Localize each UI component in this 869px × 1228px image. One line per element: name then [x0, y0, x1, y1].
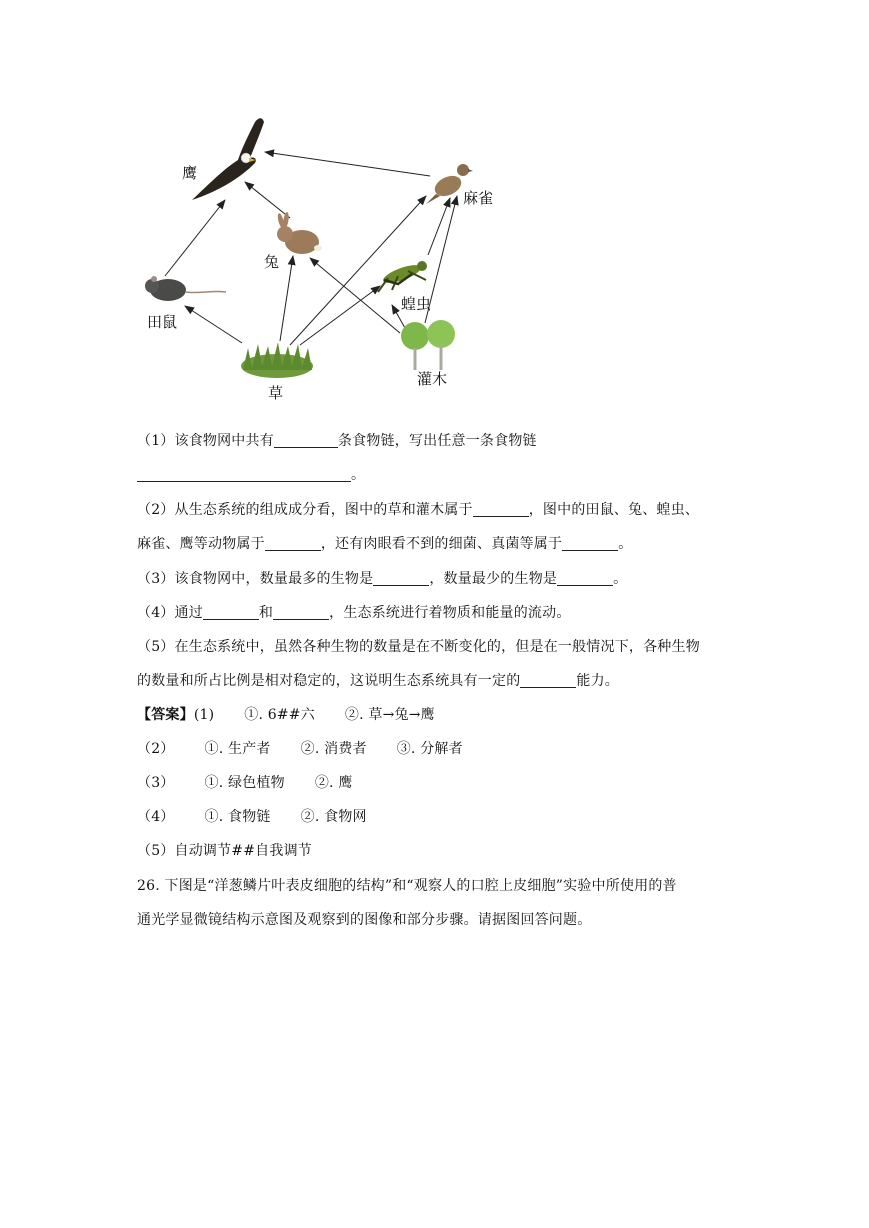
answer-4: （4） ①. 食物链 ②. 食物网 — [137, 809, 367, 825]
blank[interactable] — [562, 536, 618, 551]
question-3: （3）该食物网中，数量最多的生物是 ，数量最少的生物是 。 — [137, 571, 628, 587]
question-2: （2）从生态系统的组成成分看，图中的草和灌木属于 ，图中的田鼠、兔、蝗虫、 — [137, 502, 700, 518]
blank[interactable] — [137, 467, 351, 482]
blank[interactable] — [265, 536, 321, 551]
answer-2: （2） ①. 生产者 ②. 消费者 ③. 分解者 — [137, 741, 463, 757]
question-5: （5）在生态系统中，虽然各种生物的数量是在不断变化的，但是在一般情况下，各种生物 — [137, 639, 700, 655]
blank[interactable] — [557, 571, 613, 586]
rabbit-icon — [277, 212, 322, 254]
question-26-cont: 通光学显微镜结构示意图及观察到的图像和部分步骤。请据图回答问题。 — [137, 912, 592, 928]
question-4: （4）通过 和 ，生态系统进行着物质和能量的流动。 — [137, 605, 571, 621]
grass-label: 草 — [268, 384, 284, 402]
blank[interactable] — [373, 571, 429, 586]
grasshopper-icon — [378, 261, 427, 292]
answer-1: 【答案】(1) ①. 6##六 ②. 草→兔→鹰 — [137, 707, 435, 723]
blank[interactable] — [473, 502, 529, 517]
question-1-chain: 。 — [137, 465, 365, 485]
blank[interactable] — [520, 673, 576, 688]
answer-label: 【答案】 — [137, 707, 194, 723]
field-mouse-icon — [145, 276, 226, 301]
question-26: 26. 下图是“洋葱鳞片叶表皮细胞的结构”和“观察人的口腔上皮细胞”实验中所使用的普 — [137, 878, 677, 894]
answer-5: （5）自动调节##自我调节 — [137, 843, 312, 859]
blank[interactable] — [274, 433, 338, 448]
grasshopper-label: 蝗虫 — [401, 295, 432, 313]
blank[interactable] — [273, 605, 329, 620]
shrub-icon — [401, 320, 455, 370]
question-1: （1）该食物网中共有 条食物链，写出任意一条食物链 — [137, 433, 537, 449]
question-5-cont: 的数量和所占比例是相对稳定的，这说明生态系统具有一定的 能力。 — [137, 673, 620, 689]
food-web-diagram — [130, 108, 494, 408]
blank[interactable] — [203, 605, 259, 620]
mouse-label: 田鼠 — [147, 313, 178, 331]
rabbit-label: 兔 — [264, 253, 280, 271]
eagle-icon — [192, 118, 264, 200]
sparrow-label: 麻雀 — [463, 189, 494, 207]
question-2-cont: 麻雀、鹰等动物属于 ，还有肉眼看不到的细菌、真菌等属于 。 — [137, 536, 633, 552]
grass-icon — [241, 342, 313, 378]
answer-3: （3） ①. 绿色植物 ②. 鹰 — [137, 775, 353, 791]
shrub-label: 灌木 — [417, 370, 448, 388]
eagle-label: 鹰 — [182, 164, 198, 182]
